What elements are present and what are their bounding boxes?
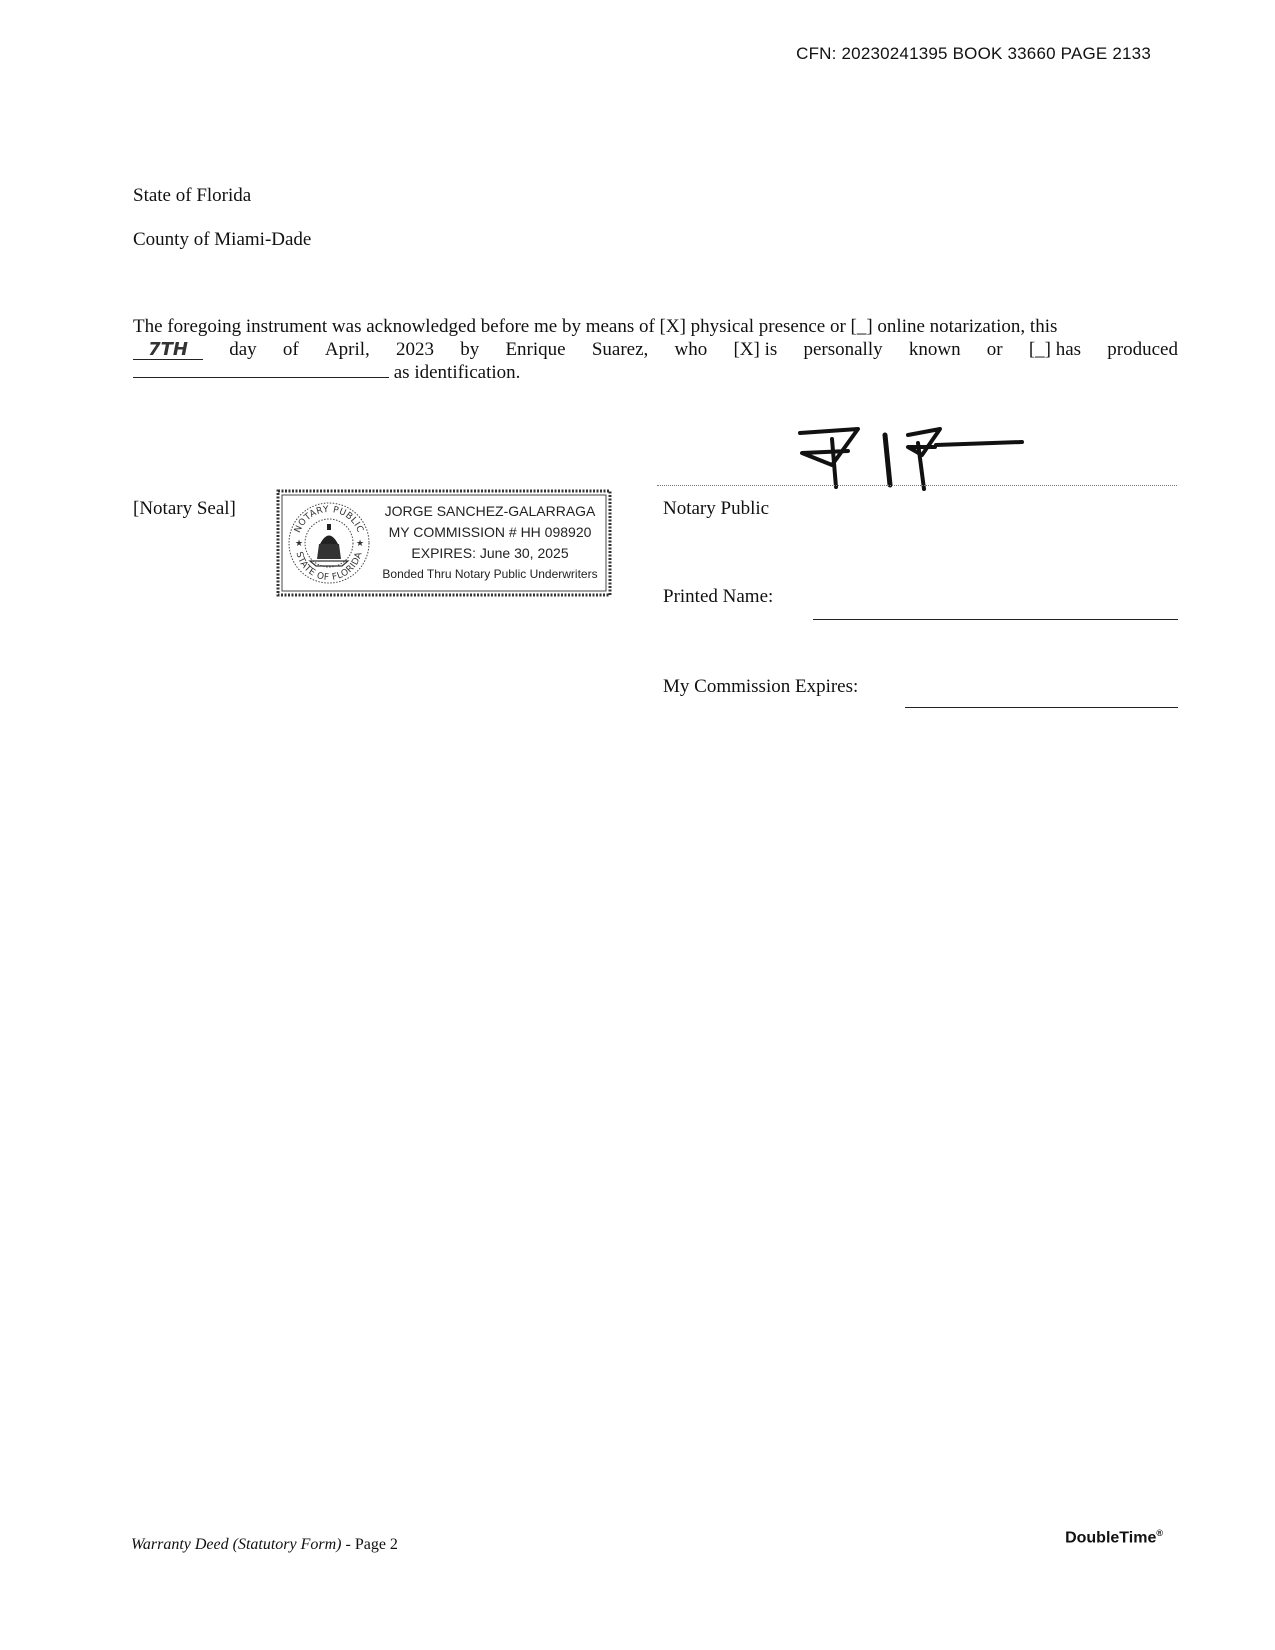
ack-word: Enrique [505,339,566,360]
ack-word: of [282,339,299,360]
acknowledgment-line-3 [133,361,1178,384]
footer-page-label: - Page 2 [345,1536,398,1553]
ack-word: [X] is [733,339,778,360]
notary-seal-label: [Notary Seal] [133,498,236,519]
notary-commission-number: MY COMMISSION # HH 098920 [388,524,592,540]
venue-county: County of Miami-Dade [133,229,312,250]
notary-bonding: Bonded Thru Notary Public Underwriters [382,567,598,581]
footer-brand-mark: ® [1156,1528,1163,1538]
acknowledgment-line-2 [133,338,1178,361]
state-seal-icon [289,503,369,583]
footer-form-title [131,1536,398,1554]
acknowledgment-line-1-text: The foregoing instrument was acknowledged before me by means of [X] physical presence or [_] online notarization, this [133,316,1058,337]
footer-form-name: Warranty Deed (Statutory Form) [131,1536,342,1553]
ack-word: Suarez, [591,339,649,360]
ack-word: or [986,339,1003,360]
notary-stamp [276,489,612,597]
printed-name-label: Printed Name: [663,586,774,607]
ack-word: April, [324,339,370,360]
handwritten-day: 7TH [133,341,203,360]
seal-text-top: NOTARY PUBLIC [293,504,365,535]
ack-word: personally [803,339,883,360]
acknowledgment-paragraph [133,315,1178,384]
seal-text-bottom: STATE OF FLORIDA [293,550,365,584]
footer-brand-name: DoubleTime [1065,1529,1157,1547]
ack-word: who [674,339,708,360]
recording-reference: CFN: 20230241395 BOOK 33660 PAGE 2133 [796,44,1151,63]
svg-text:★: ★ [295,539,304,549]
notary-expiration: EXPIRES: June 30, 2025 [411,545,569,561]
ack-word: day [229,339,257,360]
svg-text:NOTARY PUBLIC [293,505,365,535]
notary-public-label: Notary Public [663,498,770,519]
identification-suffix: as identification. [393,362,521,383]
notary-name: JORGE SANCHEZ-GALARRAGA [384,503,596,519]
ack-word: by [460,339,480,360]
venue-state: State of Florida [133,185,252,206]
identification-blank [133,361,389,378]
commission-expires-blank [905,707,1178,708]
ack-word: produced [1107,339,1178,360]
ack-word: 2023 [396,339,434,360]
ack-word: known [908,339,961,360]
printed-name-blank [813,619,1178,620]
footer-brand [1065,1528,1163,1547]
svg-text:★: ★ [356,539,365,549]
commission-expires-label: My Commission Expires: [663,676,859,697]
signature-line [657,485,1177,486]
ack-word: [_] has [1028,339,1082,360]
acknowledgment-line-1 [133,315,1178,338]
